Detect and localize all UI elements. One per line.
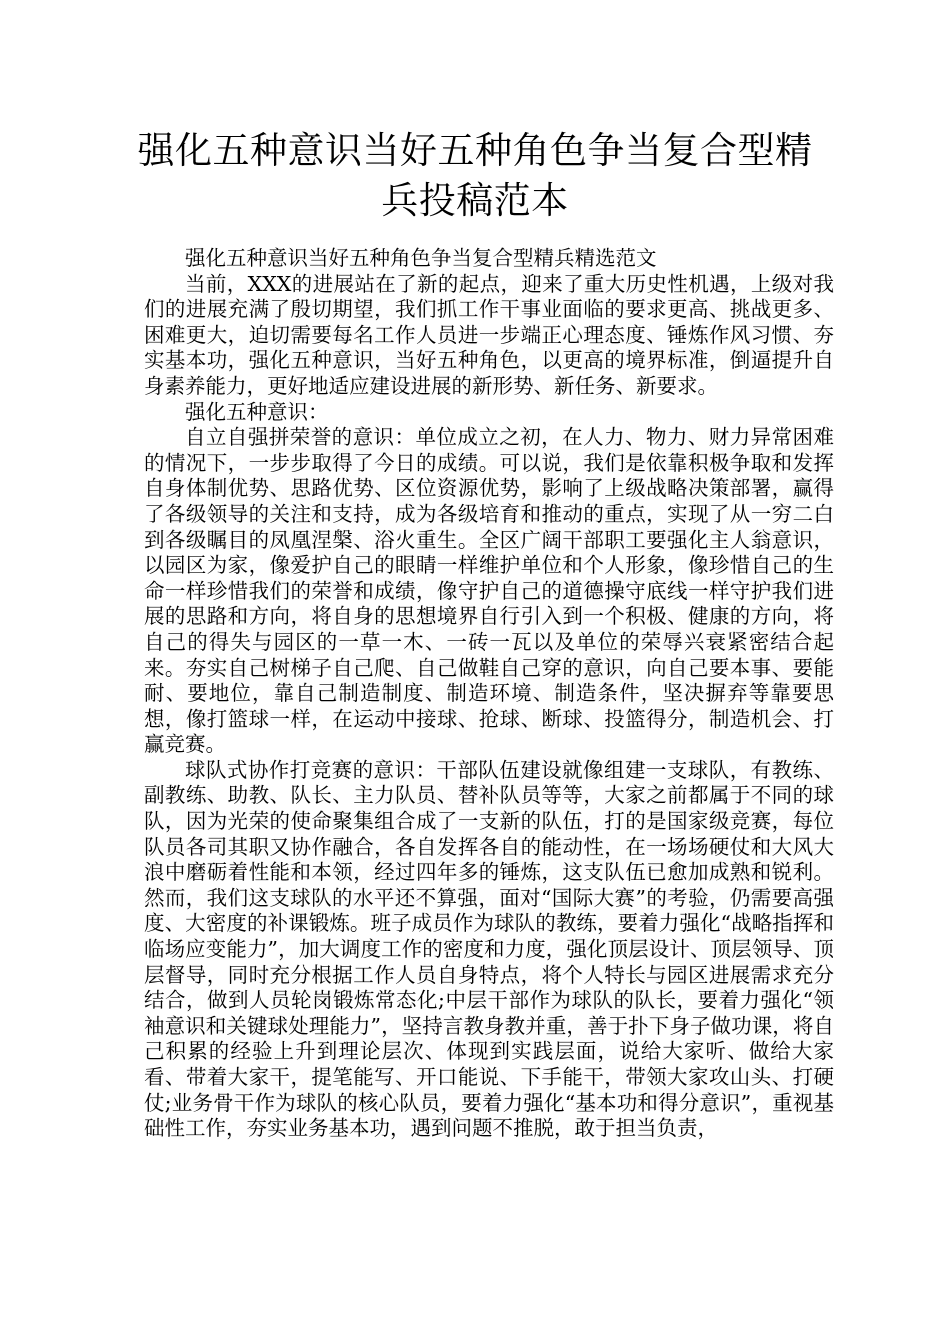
paragraph-subtitle: 强化五种意识当好五种角色争当复合型精兵精选范文 (185, 246, 657, 270)
paragraph-team-cooperation: 球队式协作打竞赛的意识：干部队伍建设就像组建一支球队，有教练、副教练、助教、队长、主力队员、替补队员等等，大家之前都属于不同的球队，因为光荣的使命聚集组合成了一支新的队伍，打的是国家级竞赛，每位队员各司其职又协作融合，各自发挥各自的能动性，在一场场硬仗和大风大浪中磨砺着性能和本领，经过四年多的锤炼，这支队伍已愈加成熟和锐利。然而，我们这支球队的水平还不算强，面对“国际大赛”的考验，仍需要高强度、大密度的补课锻炼。班子成员作为球队的教练，要着力强化“战略指挥和临场应变能力”，加大调度工作的密度和力度，强化顶层设计、顶层领导、顶层督导，同时充分根据工作人员自身特点，将个人特长与园区进展需求充分结合，做到人员轮岗锻炼常态化;中层干部作为球队的队长，要着力强化“领袖意识和关键球处理能力”，坚持言教身教并重，善于扑下身子做功课，将自己积累的经验上升到理论层次、体现到实践层面，说给大家听、做给大家看、带着大家干，提笔能写、开口能说、下手能干，带领大家攻山头、打硬仗;业务骨干作为球队的核心队员，要着力强化“基本功和得分意识”，重视基础性工作，夯实业务基本功，遇到问题不推脱，敢于担当负责， (144, 757, 834, 1141)
paragraph-intro: 当前，XXX的进展站在了新的起点，迎来了重大历史性机遇，上级对我们的进展充满了殷切期望，我们抓工作干事业面临的要求更高、挑战更多、困难更大，迫切需要每名工作人员进一步端正心理态度、锤炼作风习惯、夯实基本功，强化五种意识，当好五种角色，以更高的境界标准，倒逼提升自身素养能力，更好地适应建设进展的新形势、新任务、新要求。 (144, 271, 834, 398)
paragraph-self-reliance: 自立自强拼荣誉的意识：单位成立之初，在人力、物力、财力异常困难的情况下，一步步取得了今日的成绩。可以说，我们是依靠积极争取和发挥自身体制优势、思路优势、区位资源优势，影响了上级战略决策部署，赢得了各级领导的关注和支持，成为各级培育和推动的重点，实现了从一穷二白到各级瞩目的凤凰涅槃、浴火重生。全区广阔干部职工要强化主人翁意识，以园区为家，像爱护自己的眼睛一样维护单位和个人形象，像珍惜自己的生命一样珍惜我们的荣誉和成绩，像守护自己的道德操守底线一样守护我们进展的思路和方向，将自身的思想境界自行引入到一个积极、健康的方向，将自己的得失与园区的一草一木、一砖一瓦以及单位的荣辱兴衰紧密结合起来。夯实自己树梯子自己爬、自己做鞋自己穿的意识，向自己要本事、要能耐、要地位，靠自己制造制度、制造环境、制造条件，坚决摒弃等靠要思想，像打篮球一样，在运动中接球、抢球、断球、投篮得分，制造机会、打赢竞赛。 (144, 425, 834, 757)
document-title: 强化五种意识当好五种角色争当复合型精兵投稿范本 (137, 129, 813, 222)
document-body (144, 246, 834, 1142)
paragraph-section-heading: 强化五种意识： (185, 399, 329, 424)
